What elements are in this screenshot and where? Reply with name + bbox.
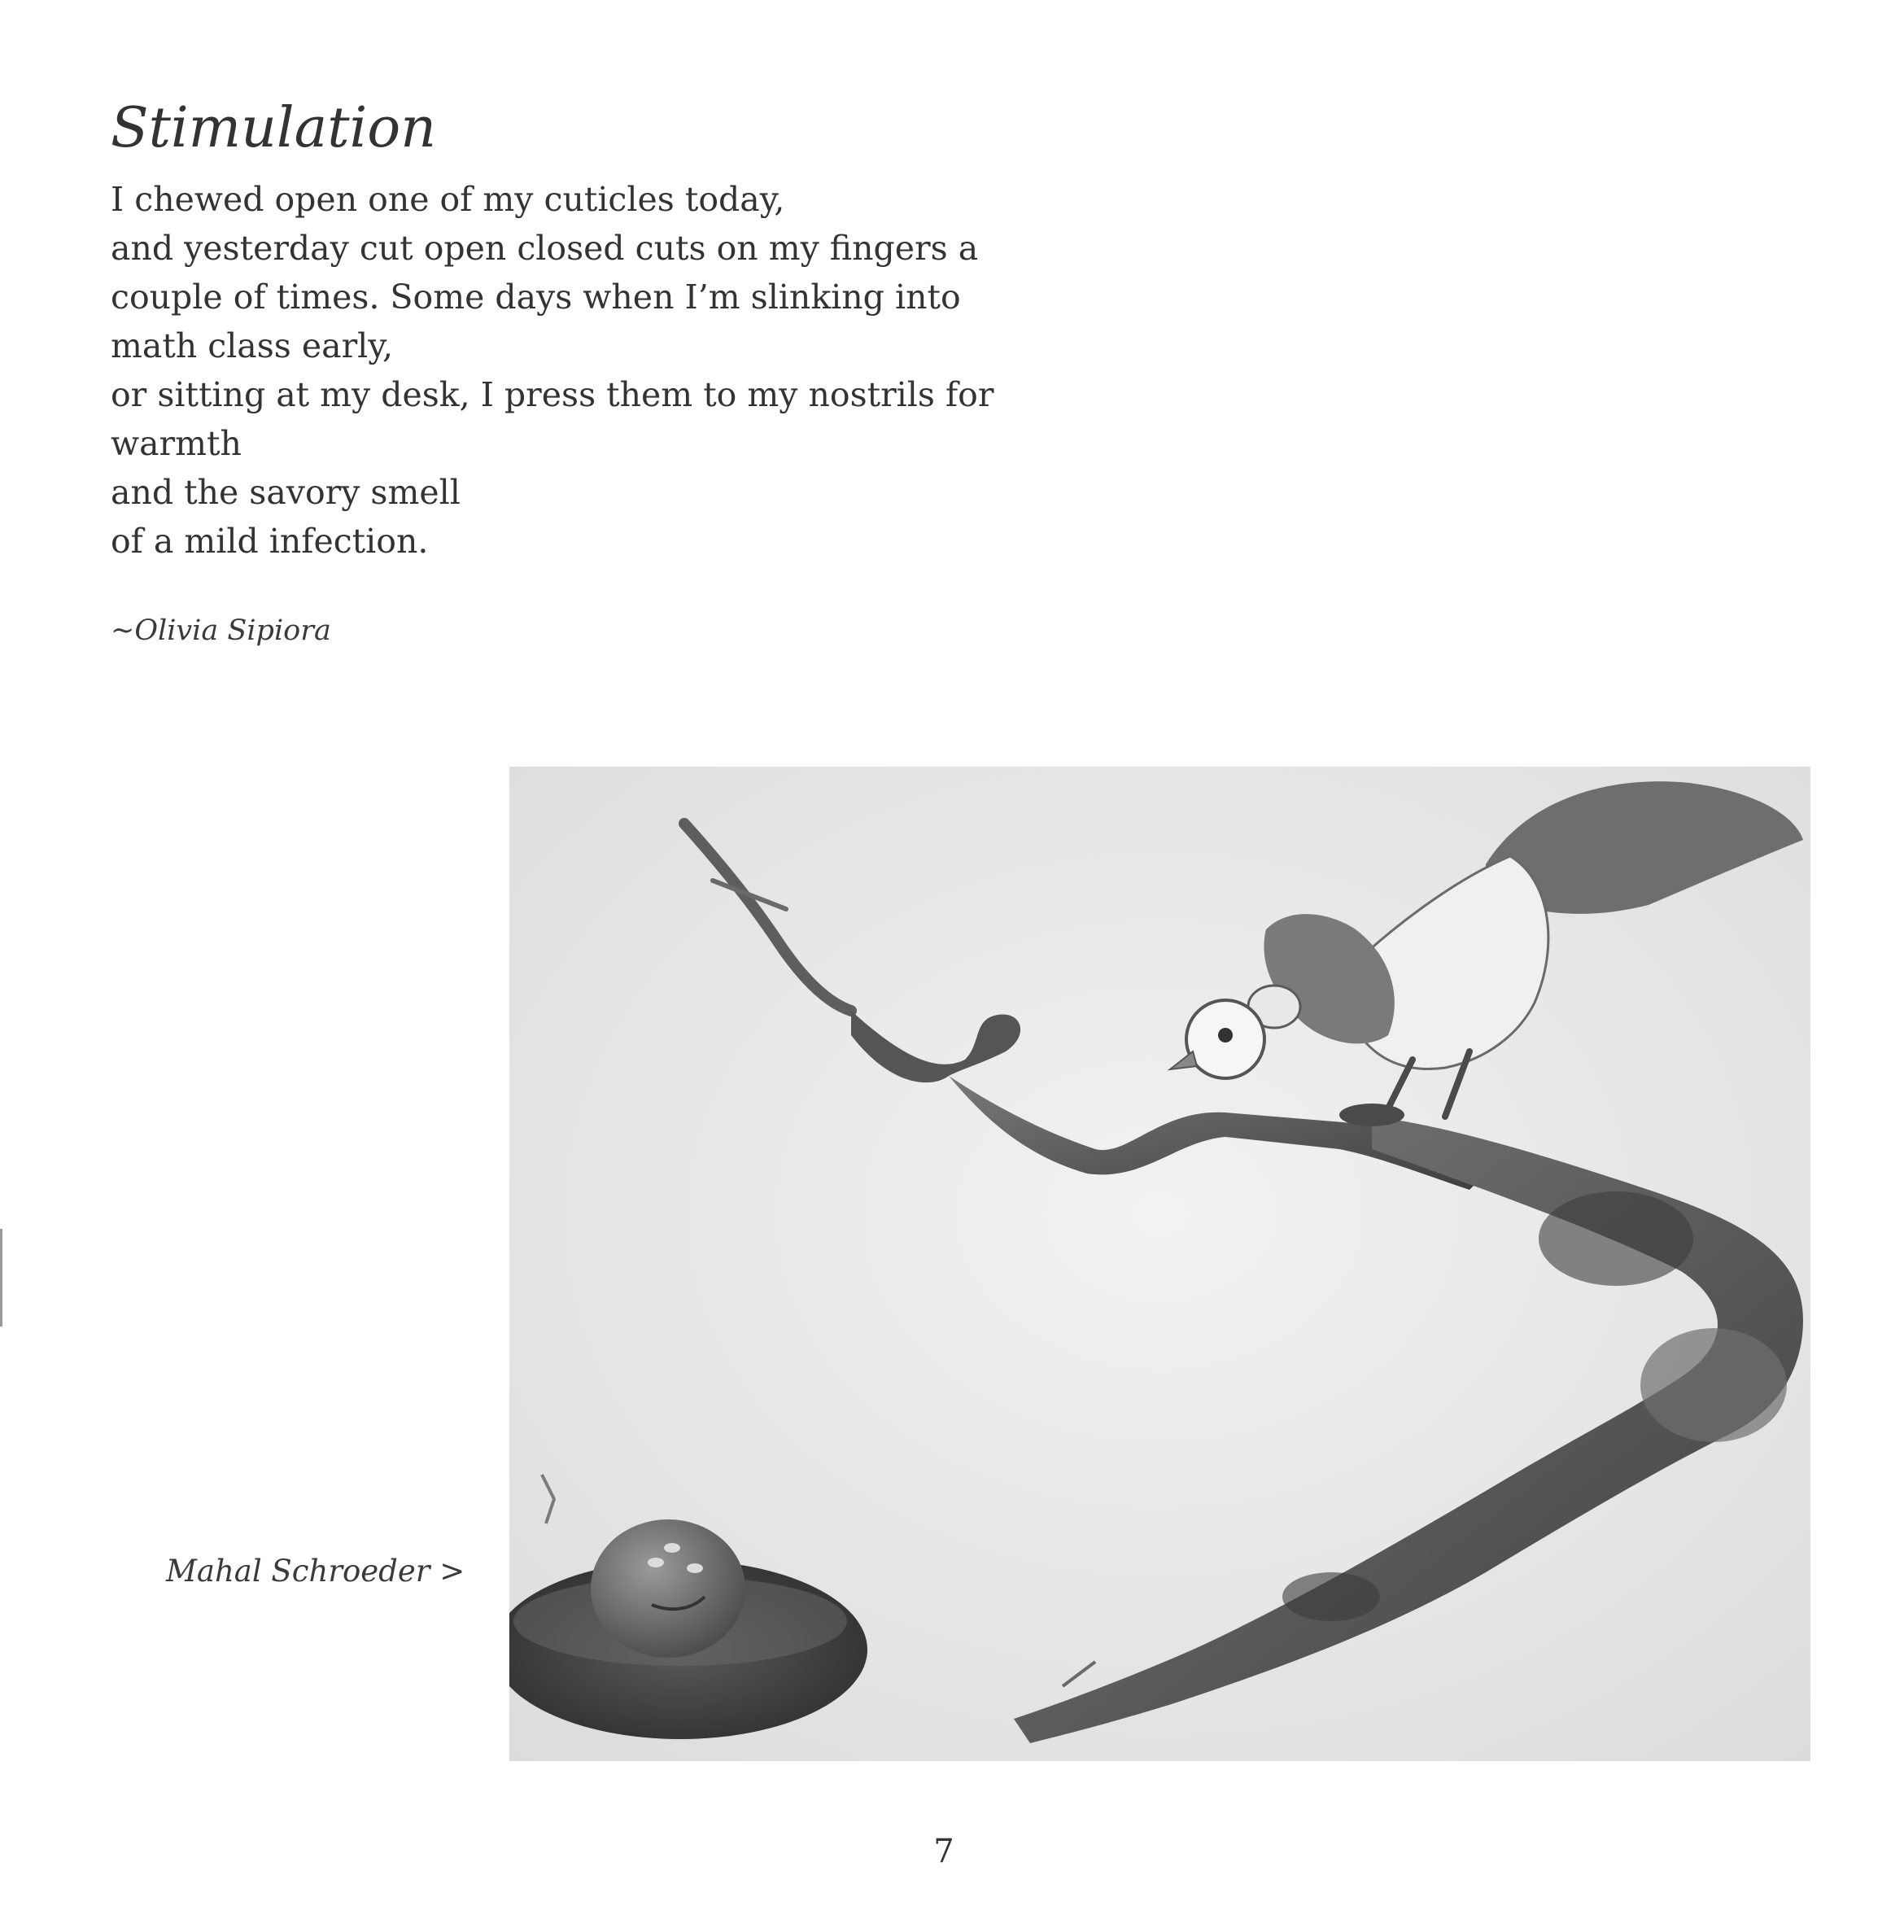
- poem-title: Stimulation: [111, 96, 437, 160]
- egg: [591, 1519, 745, 1658]
- poem-line: of a mild infection.: [111, 522, 429, 561]
- poem-line: math class early,: [111, 326, 394, 365]
- knot-1: [1539, 1191, 1693, 1286]
- bird-eye: [1218, 1028, 1233, 1042]
- poem-author: ~Olivia Sipiora: [111, 614, 331, 647]
- knot-2: [1640, 1328, 1787, 1442]
- poem-line: warmth: [111, 424, 242, 463]
- egg-eye-1: [664, 1543, 680, 1553]
- bird-feet: [1339, 1104, 1404, 1126]
- poem-line: or sitting at my desk, I press them to my nostrils for: [111, 375, 994, 414]
- page-edge-mark: [0, 1229, 2, 1327]
- knot-3: [1282, 1572, 1380, 1621]
- artwork-illustration: [509, 767, 1810, 1761]
- poem-line: and yesterday cut open closed cuts on my fingers a: [111, 229, 979, 268]
- egg-eye-3: [687, 1563, 703, 1573]
- poem-line: I chewed open one of my cuticles today,: [111, 180, 785, 219]
- page-number: 7: [933, 1833, 954, 1870]
- poem-body: [111, 175, 1038, 566]
- poem-line: couple of times. Some days when I’m slinking into: [111, 278, 961, 317]
- artist-caption: Mahal Schroeder >: [166, 1554, 465, 1589]
- poem-line: and the savory smell: [111, 473, 461, 512]
- egg-eye-2: [648, 1558, 664, 1567]
